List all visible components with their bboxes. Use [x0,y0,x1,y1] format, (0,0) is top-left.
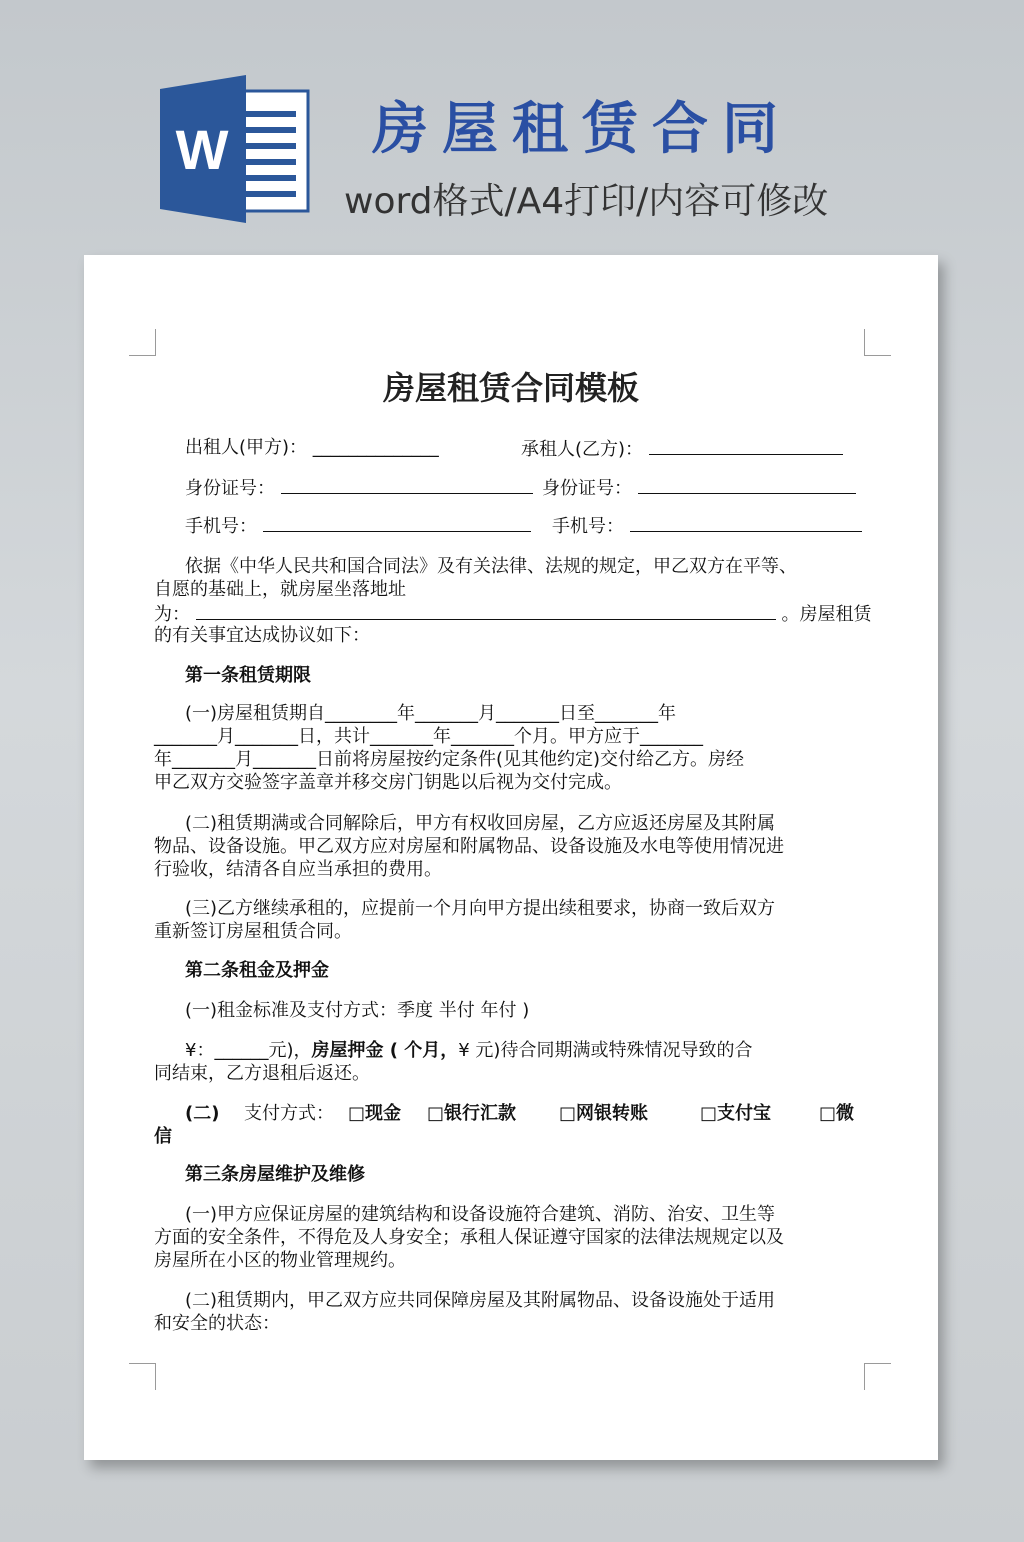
article-1-p2-line-1: (二)租赁期满或合同解除后，甲方有权收回房屋，乙方应返还房屋及其附属 [185,813,776,834]
payment-option-alipay[interactable]: □支付宝 [700,1103,772,1124]
article-3-p2-line-2: 和安全的状态： [154,1313,280,1334]
article-3-p1-line-2: 方面的安全条件，不得危及人身安全；承租人保证遵守国家的法律法规规定以及 [154,1227,784,1248]
phone-line-1 [185,513,531,539]
payment-wrap: 信 [154,1126,172,1147]
article-1-p1-line-1: (一)房屋租赁期自________年_______月_______日至_______年 [185,703,677,724]
banner-subtitle: word格式/A4打印/内容可修改 [344,181,829,222]
article-1-p3-line-1: (三)乙方继续承租的，应提前一个月向甲方提出续租要求，协商一致后双方 [185,898,776,919]
lessee-label: 承租人(乙方)： [521,439,644,460]
article-1-p3-line-2: 重新签订房屋租赁合同。 [154,921,352,942]
article-2-heading: 第二条租金及押金 [185,960,329,981]
word-document-icon [158,73,310,225]
article-1-p2-line-2: 物品、设备设施。甲乙双方应对房屋和附属物品、设备设施及水电等使用情况进 [154,836,784,857]
phone-line-2 [552,513,862,539]
crop-mark-top-right [864,329,891,356]
article-1-heading: 第一条租赁期限 [185,665,311,686]
payment-label: 支付方式： [244,1103,334,1124]
id-blank-1 [281,475,533,494]
article-1-p1-line-2: _______月_______日，共计_______年_______个月。甲方应于_______ [154,726,703,747]
document-page [84,255,938,1460]
article-2-p1: (一)租金标准及支付方式：季度 半付 年付 ) [185,1000,530,1021]
payment-prefix: (二) [185,1103,220,1124]
article-3-heading: 第三条房屋维护及维修 [185,1164,365,1185]
address-blank [196,601,776,620]
article-2-p2-line-1 [185,1039,752,1063]
lessor-label: 出租人(甲方)： [185,437,308,458]
id-label-2: 身份证号： [542,478,632,499]
intro-line-1: 依据《中华人民共和国合同法》及有关法律、法规的规定，甲乙双方在平等、 [185,556,797,577]
payment-option-online-banking[interactable]: □网银转账 [559,1103,649,1124]
article-1-p1-line-3: 年_______月_______日前将房屋按约定条件(见其他约定)交付给乙方。房经 [154,749,745,770]
article-1-p1-line-4: 甲乙双方交验签字盖章并移交房门钥匙以后视为交付完成。 [154,772,622,793]
payment-option-cash[interactable]: □现金 [348,1103,402,1124]
id-line-2 [542,475,856,501]
address-label: 为： [154,604,190,625]
id-line-1 [185,475,533,501]
id-blank-2 [638,475,856,494]
document-title: 房屋租赁合同模板 [382,369,639,407]
payment-option-wechat[interactable]: □微 [819,1103,855,1124]
lessee-line [521,436,843,462]
phone-label-1: 手机号： [185,516,257,537]
crop-mark-top-left [129,329,156,356]
phone-blank-2 [630,513,862,532]
deposit-label: 房屋押金 ( 个月， [311,1040,459,1061]
rent-amount: ¥：______元)， [185,1040,312,1061]
article-2-p2-line-2: 同结束，乙方退租后返还。 [154,1063,370,1084]
lessor-value: ______________ [312,437,439,458]
banner-title: 房屋租赁合同 [372,97,792,162]
article-3-p1-line-3: 房屋所在小区的物业管理规约。 [154,1250,406,1271]
article-3-p1-line-1: (一)甲方应保证房屋的建筑结构和设备设施符合建筑、消防、治安、卫生等 [185,1204,776,1225]
phone-blank-1 [263,513,531,532]
intro-line-4: 的有关事宜达成协议如下： [154,625,370,646]
lessor-line [185,436,439,460]
lessee-blank [649,436,843,455]
article-1-p2-line-3: 行验收，结清各自应当承担的费用。 [154,859,442,880]
id-label-1: 身份证号： [185,478,275,499]
address-suffix: 。房屋租赁 [781,604,872,625]
deposit-terms: ¥ 元)待合同期满或特殊情况导致的合 [458,1040,753,1061]
intro-line-2: 自愿的基础上，就房屋坐落地址 [154,579,406,600]
payment-option-bank-transfer[interactable]: □银行汇款 [427,1103,517,1124]
logo-letter: W [175,118,229,181]
crop-mark-bottom-left [129,1363,156,1390]
crop-mark-bottom-right [864,1363,891,1390]
phone-label-2: 手机号： [552,516,624,537]
article-3-p2-line-1: (二)租赁期内，甲乙双方应共同保障房屋及其附属物品、设备设施处于适用 [185,1290,776,1311]
